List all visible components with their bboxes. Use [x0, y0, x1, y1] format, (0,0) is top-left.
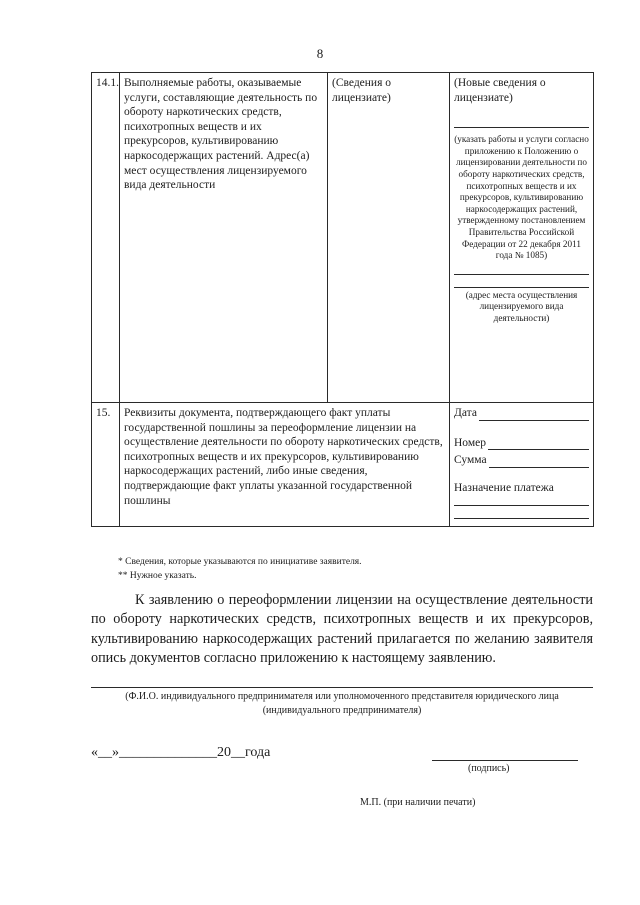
purpose-blank-line-2	[454, 518, 589, 519]
payment-date-field: Дата	[454, 406, 589, 421]
payment-cell	[450, 403, 594, 527]
signatory-line	[91, 687, 593, 688]
signatory-caption: (Ф.И.О. индивидуального предпринимателя или уполномоченного представителя юридического лица (индивидуального предпринимателя)	[125, 691, 559, 716]
new-info-cell	[450, 73, 594, 403]
row-description: Выполняемые работы, оказываемые услуги, составляющие деятельность по обороту наркотических средств, психотропных веществ и их прекурсоров, культивированию наркосодержащих растений. Адрес(а) мест осуществления лицензируемого вида деятельности	[120, 73, 328, 403]
payment-amount-field: Сумма	[454, 453, 589, 468]
row-description: Реквизиты документа, подтверждающего факт уплаты государственной пошлины за переоформление лицензии на осуществление деятельности по обороту наркотических средств, психотропных веществ и их прекурсоров, культивированию наркосодержащих растений, либо иные сведения, подтверждающие факт уплаты указанной государственной пошлины	[120, 403, 450, 527]
payment-number-field: Номер	[454, 436, 589, 451]
address-hint: (адрес места осуществления лицензируемого вида деятельности)	[465, 289, 578, 323]
works-hint: (указать работы и услуги согласно приложению к Положению о лицензировании деятельности по обороту наркотических средств, психотропных веществ и их прекурсоров, культивированию наркосодержащих растений, утвержденному постановлением Правительства Российской Федерации от 22 декабря 2011 года № 1085)	[454, 134, 589, 261]
date-line: «__»______________20__года	[91, 745, 271, 760]
table-row	[92, 403, 594, 527]
new-info-label: (Новые сведения о лицензиате)	[454, 77, 546, 104]
signature-line	[432, 760, 578, 761]
current-info-cell: (Сведения о лицензиате)	[328, 73, 450, 403]
attachment-paragraph: К заявлению о переоформлении лицензии на осуществление деятельности по обороту наркотических средств, психотропных веществ и их прекурсоров, культивированию наркосодержащих растений прилагается по желанию заявителя опись документов согласно приложению к настоящему заявлению.	[91, 592, 593, 667]
footnote-1: * Сведения, которые указываются по инициативе заявителя.	[118, 557, 362, 567]
footnote-2: ** Нужное указать.	[118, 571, 197, 581]
stamp-note: М.П. (при наличии печати)	[360, 797, 476, 808]
signature-caption: (подпись)	[468, 763, 510, 774]
footnotes	[118, 555, 362, 583]
page-number: 8	[316, 46, 324, 61]
form-table	[91, 72, 594, 527]
row-number: 15.	[92, 403, 120, 527]
table-row	[92, 73, 594, 403]
row-number: 14.1.	[92, 73, 120, 403]
payment-purpose-label: Назначение платежа	[454, 481, 554, 494]
